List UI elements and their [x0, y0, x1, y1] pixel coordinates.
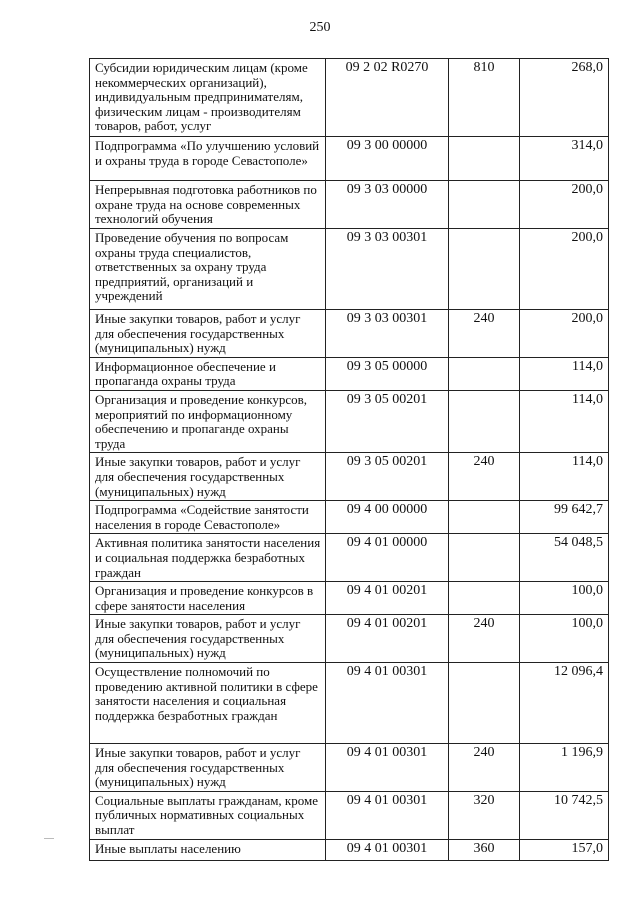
row-amount: 114,0 — [520, 453, 609, 501]
row-code: 09 4 01 00301 — [326, 839, 449, 860]
page-number: 250 — [309, 20, 331, 35]
row-name: Подпрограмма «Содействие занятости населения в городе Севастополе» — [90, 501, 326, 534]
table-row — [90, 791, 609, 839]
row-amount: 100,0 — [520, 582, 609, 615]
row-name: Социальные выплаты гражданам, кроме публичных нормативных социальных выплат — [90, 791, 326, 839]
table-row — [90, 615, 609, 663]
row-code: 09 4 01 00301 — [326, 744, 449, 792]
row-amount: 157,0 — [520, 839, 609, 860]
table-row — [90, 181, 609, 229]
row-code: 09 4 00 00000 — [326, 501, 449, 534]
table-row — [90, 744, 609, 792]
table-row — [90, 229, 609, 310]
table-row — [90, 310, 609, 358]
row-amount: 268,0 — [520, 59, 609, 137]
row-code: 09 3 00 00000 — [326, 137, 449, 181]
row-code: 09 3 05 00000 — [326, 357, 449, 390]
row-code: 09 4 01 00301 — [326, 663, 449, 744]
row-name: Подпрограмма «По улучшению условий и охраны труда в городе Севастополе» — [90, 137, 326, 181]
row-name: Организация и проведение конкурсов, мероприятий по информационному обеспечению и пропаганде охраны труда — [90, 390, 326, 452]
row-name: Иные выплаты населению — [90, 839, 326, 860]
row-code: 09 4 01 00201 — [326, 615, 449, 663]
row-name: Информационное обеспечение и пропаганда охраны труда — [90, 357, 326, 390]
row-expense-type: 360 — [449, 839, 520, 860]
row-expense-type: 320 — [449, 791, 520, 839]
row-expense-type: 240 — [449, 453, 520, 501]
row-expense-type: 240 — [449, 310, 520, 358]
row-amount: 114,0 — [520, 390, 609, 452]
row-amount: 100,0 — [520, 615, 609, 663]
row-code: 09 3 05 00201 — [326, 390, 449, 452]
row-code: 09 4 01 00000 — [326, 534, 449, 582]
row-amount: 10 742,5 — [520, 791, 609, 839]
row-expense-type — [449, 390, 520, 452]
table-row — [90, 59, 609, 137]
row-amount: 314,0 — [520, 137, 609, 181]
row-code: 09 3 03 00301 — [326, 229, 449, 310]
row-expense-type — [449, 229, 520, 310]
row-amount: 200,0 — [520, 181, 609, 229]
table-row — [90, 453, 609, 501]
row-name: Иные закупки товаров, работ и услуг для обеспечения государственных (муниципальных) нужд — [90, 310, 326, 358]
row-expense-type — [449, 534, 520, 582]
row-expense-type: 240 — [449, 615, 520, 663]
row-code: 09 3 05 00201 — [326, 453, 449, 501]
row-amount: 12 096,4 — [520, 663, 609, 744]
row-expense-type: 240 — [449, 744, 520, 792]
budget-table-body — [90, 59, 609, 861]
table-row — [90, 663, 609, 744]
row-amount: 54 048,5 — [520, 534, 609, 582]
row-amount: 99 642,7 — [520, 501, 609, 534]
row-name: Активная политика занятости населения и социальная поддержка безработных граждан — [90, 534, 326, 582]
row-name: Непрерывная подготовка работников по охране труда на основе современных технологий обучения — [90, 181, 326, 229]
row-name: Иные закупки товаров, работ и услуг для обеспечения государственных (муниципальных) нужд — [90, 744, 326, 792]
row-name: Организация и проведение конкурсов в сфере занятости населения — [90, 582, 326, 615]
row-amount: 1 196,9 — [520, 744, 609, 792]
budget-table — [89, 58, 609, 861]
table-row — [90, 839, 609, 860]
row-name: Иные закупки товаров, работ и услуг для обеспечения государственных (муниципальных) нужд — [90, 615, 326, 663]
row-name: Иные закупки товаров, работ и услуг для обеспечения государственных (муниципальных) нужд — [90, 453, 326, 501]
row-expense-type: 810 — [449, 59, 520, 137]
row-code: 09 3 03 00000 — [326, 181, 449, 229]
table-row — [90, 534, 609, 582]
row-expense-type — [449, 357, 520, 390]
row-code: 09 2 02 R0270 — [326, 59, 449, 137]
row-name: Осуществление полномочий по проведению активной политики в сфере занятости населения и социальная поддержка безработных граждан — [90, 663, 326, 744]
row-expense-type — [449, 582, 520, 615]
table-row — [90, 582, 609, 615]
row-expense-type — [449, 137, 520, 181]
row-code: 09 4 01 00301 — [326, 791, 449, 839]
row-name: Проведение обучения по вопросам охраны труда специалистов, ответственных за охрану труда предприятий, организаций и учреждений — [90, 229, 326, 310]
table-row — [90, 137, 609, 181]
row-amount: 114,0 — [520, 357, 609, 390]
row-name: Субсидии юридическим лицам (кроме некоммерческих организаций), индивидуальным предпринимателям, физическим лицам - производителям товаров, работ, услуг — [90, 59, 326, 137]
scan-edge-mark — [44, 838, 54, 839]
row-expense-type — [449, 181, 520, 229]
table-row — [90, 501, 609, 534]
row-amount: 200,0 — [520, 310, 609, 358]
row-amount: 200,0 — [520, 229, 609, 310]
table-row — [90, 390, 609, 452]
row-expense-type — [449, 501, 520, 534]
row-code: 09 4 01 00201 — [326, 582, 449, 615]
table-row — [90, 357, 609, 390]
row-expense-type — [449, 663, 520, 744]
row-code: 09 3 03 00301 — [326, 310, 449, 358]
